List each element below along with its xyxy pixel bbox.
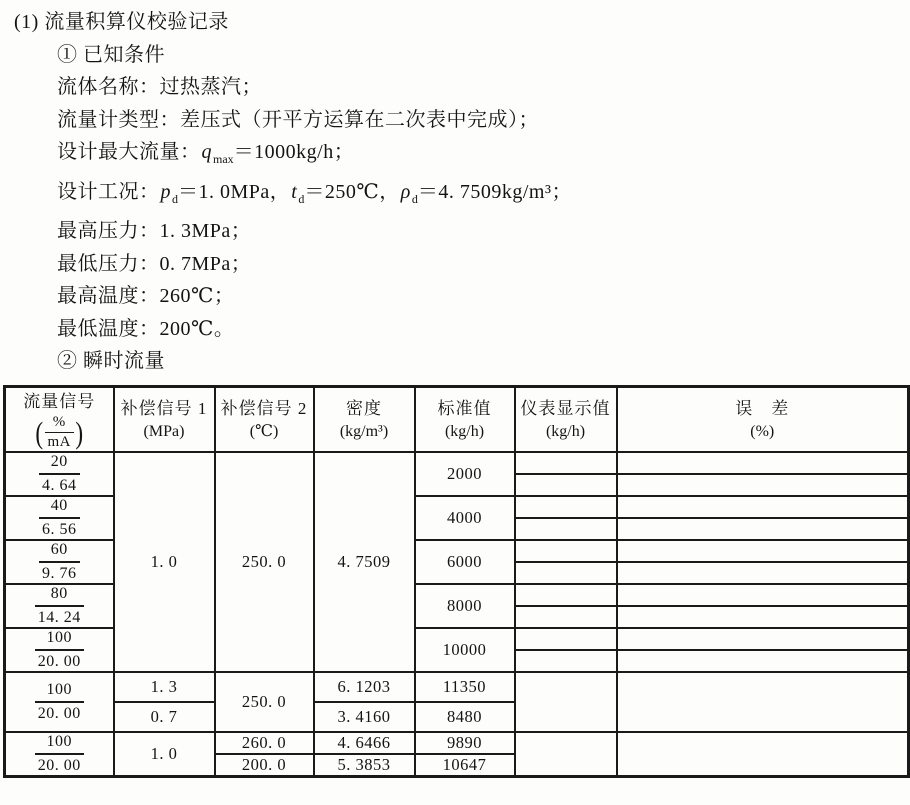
error-empty-cell	[617, 650, 909, 672]
comp2-cell: 200. 0	[215, 754, 314, 777]
error-empty-cell	[617, 606, 909, 628]
standard-value-cell: 8480	[415, 702, 515, 732]
standard-value-cell: 8000	[415, 584, 515, 628]
meter-display-empty-cell	[515, 540, 617, 562]
standard-value-cell: 10000	[415, 628, 515, 672]
math-var-t: t	[291, 180, 298, 203]
signal-fraction: $\frac{20}{4. 64}$	[39, 453, 80, 495]
header-density: 密度 (kg/m³)	[314, 386, 415, 452]
header-meter-display: 仪表显示值 (kg/h)	[515, 386, 617, 452]
math-sub-d2: d	[298, 191, 305, 206]
line-min-temperature: 最低温度：200℃。	[57, 317, 235, 340]
math-sub-d1: d	[172, 191, 178, 206]
flow-signal-unit-fraction: ( $\frac{\%}{mA}$ )	[35, 413, 84, 450]
line-flowmeter-type: 流量计类型：差压式（开平方运算在二次表中完成）；	[57, 108, 539, 131]
standard-value-cell: 2000	[415, 452, 515, 496]
error-empty-cell	[617, 518, 909, 540]
comp2-merged-cell: 250. 0	[215, 452, 314, 672]
error-empty-cell	[617, 672, 909, 732]
error-empty-cell	[617, 732, 909, 777]
section-heading	[0, 6, 910, 39]
meter-display-empty-cell	[515, 628, 617, 650]
density-cell: 3. 4160	[314, 702, 415, 732]
meter-display-empty-cell	[515, 562, 617, 584]
meter-display-empty-cell	[515, 584, 617, 606]
density-cell: 6. 1203	[314, 672, 415, 702]
comp1-cell: 0. 7	[114, 702, 215, 732]
line-design-conditions: 设计工况：$p_d=1$. 0MPa，$t_d=250℃$，$\rho_d=4$. 7509kg/m³；	[57, 180, 572, 206]
meter-display-empty-cell	[515, 496, 617, 518]
meter-display-empty-cell	[515, 518, 617, 540]
flow-signal-cell	[5, 628, 114, 672]
signal-fraction: $\frac{40}{6. 56}$	[39, 497, 80, 539]
comp1-merged-cell: 1. 0	[114, 732, 215, 777]
math-sub-max: max	[213, 152, 234, 166]
meter-display-empty-cell	[515, 732, 617, 777]
error-empty-cell	[617, 584, 909, 606]
comp2-merged-cell: 250. 0	[215, 672, 314, 732]
standard-value-cell: 10647	[415, 754, 515, 777]
header-error: 误 差 (%)	[617, 386, 909, 452]
error-empty-cell	[617, 628, 909, 650]
header-comp-signal-1: 补偿信号 1 (MPa)	[114, 386, 215, 452]
math-var-p: p	[160, 180, 171, 203]
standard-value-cell: 9890	[415, 732, 515, 754]
signal-fraction: $\frac{60}{9. 76}$	[39, 541, 80, 583]
heading-text: (1) 流量积算仪校验记录	[14, 11, 229, 33]
comp1-merged-cell: 1. 0	[114, 452, 215, 672]
density-cell: 5. 3853	[314, 754, 415, 777]
flow-signal-cell	[5, 672, 114, 732]
line-max-pressure: 最高压力：1. 3MPa；	[57, 220, 252, 242]
comp1-cell: 1. 3	[114, 672, 215, 702]
header-flow-signal: 流量信号 ( $\frac{\%}{mA}$ )	[5, 386, 114, 452]
subheading-known-conditions: ① 已知条件	[57, 43, 165, 66]
close-paren: )	[75, 414, 84, 450]
density-merged-cell: 4. 7509	[314, 452, 415, 672]
flow-signal-cell	[5, 540, 114, 584]
header-comp-signal-2: 补偿信号 2 (℃)	[215, 386, 314, 452]
line-fluid-name: 流体名称：过热蒸汽；	[57, 76, 262, 98]
math-var-q: q	[201, 141, 212, 163]
meter-display-empty-cell	[515, 672, 617, 732]
signal-fraction: $\frac{100}{20. 00}$	[35, 681, 84, 723]
flow-signal-cell	[5, 732, 114, 777]
error-empty-cell	[617, 452, 909, 474]
meter-display-empty-cell	[515, 650, 617, 672]
standard-value-cell: 11350	[415, 672, 515, 702]
header-standard-value: 标准值 (kg/h)	[415, 386, 515, 452]
math-sub-d3: d	[411, 191, 418, 206]
error-empty-cell	[617, 474, 909, 496]
line-min-pressure: 最低压力：0. 7MPa；	[57, 252, 252, 275]
meter-display-empty-cell	[515, 606, 617, 628]
flow-signal-cell	[5, 584, 114, 628]
standard-value-cell: 4000	[415, 496, 515, 540]
signal-fraction: $\frac{100}{20. 00}$	[35, 733, 84, 775]
line-max-temperature: 最高温度：260℃；	[57, 285, 235, 307]
instant-flow-table	[3, 385, 910, 779]
known-conditions-block	[0, 0, 910, 378]
flow-signal-cell	[5, 496, 114, 540]
math-var-rho: ρ	[400, 180, 411, 203]
signal-fraction: $\frac{80}{14. 24}$	[35, 585, 84, 627]
error-empty-cell	[617, 496, 909, 518]
comp2-cell: 260. 0	[215, 732, 314, 754]
standard-value-cell: 6000	[415, 540, 515, 584]
density-cell: 4. 6466	[314, 732, 415, 754]
flow-signal-cell	[5, 452, 114, 496]
open-paren: (	[35, 414, 44, 450]
signal-fraction: $\frac{100}{20. 00}$	[35, 629, 84, 671]
error-empty-cell	[617, 540, 909, 562]
subheading-instant-flow: ② 瞬时流量	[57, 350, 165, 372]
error-empty-cell	[617, 562, 909, 584]
meter-display-empty-cell	[515, 474, 617, 496]
line-design-max-flow: 设计最大流量：$q_{max}=1000kg/h$；	[57, 141, 355, 166]
meter-display-empty-cell	[515, 452, 617, 474]
